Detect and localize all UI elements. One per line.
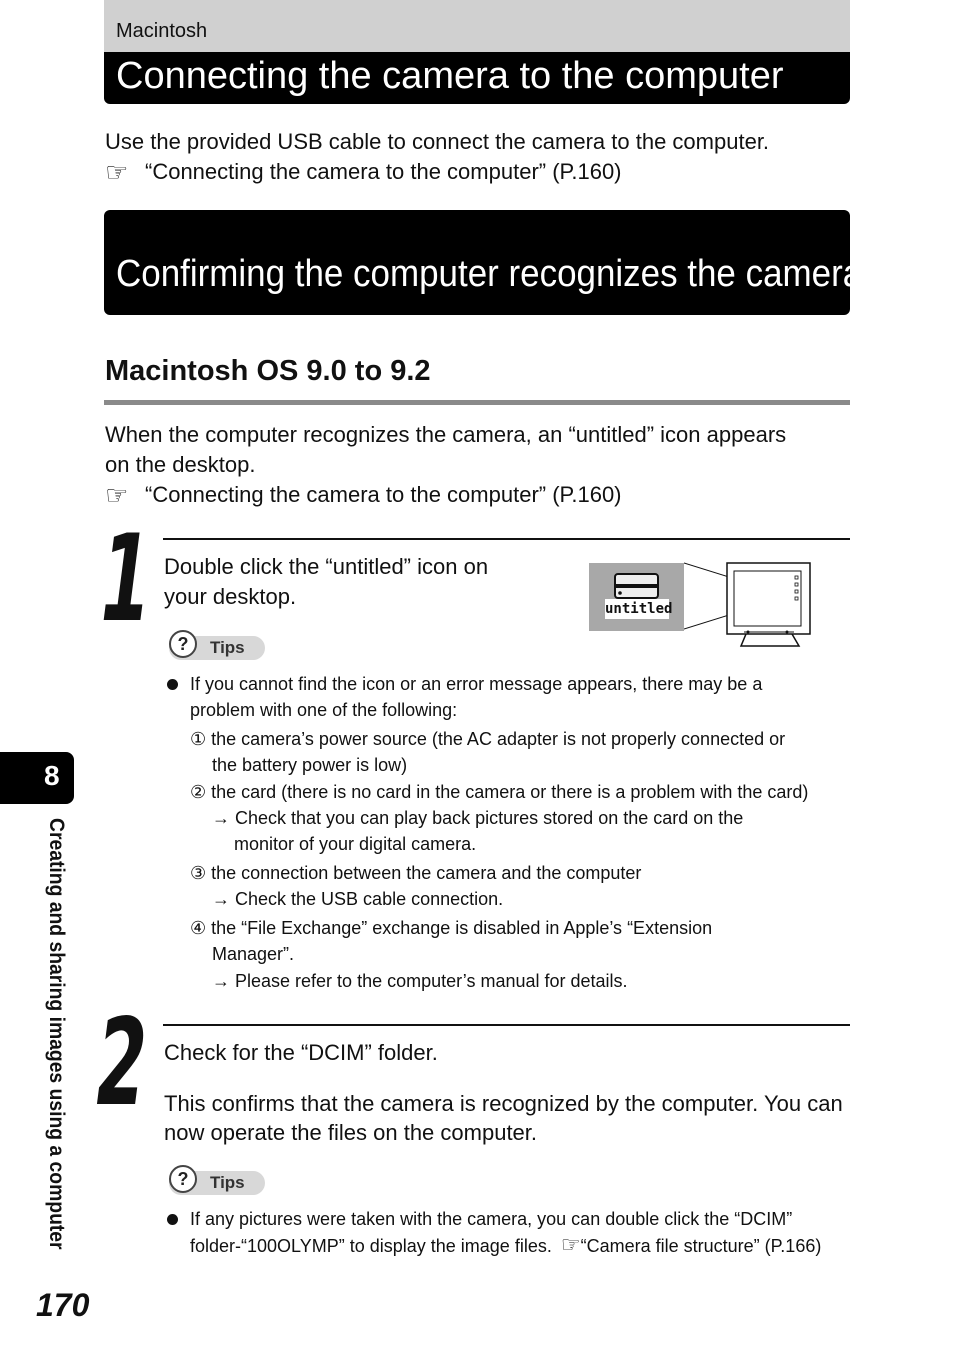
tips-label: Tips xyxy=(210,638,245,657)
chapter-title: Creating and sharing images using a computer xyxy=(45,818,68,1250)
tip-item-2-action-1: → Check that you can play back pictures stored on the card on the xyxy=(212,808,744,828)
pointing-hand-icon: ☞ xyxy=(105,157,129,187)
chapter-tab xyxy=(0,752,74,804)
page-title: Connecting the camera to the computer xyxy=(116,55,784,97)
header-category-bar xyxy=(104,0,850,52)
tip-2-bullet-text: folder-“100OLYMP” to display the image files. xyxy=(190,1236,552,1256)
tip-item-3-line-1: ③ the connection between the camera and the computer xyxy=(190,863,642,883)
subsection-reference-text: “Connecting the camera to the computer” (P.160) xyxy=(145,482,622,507)
step-2-text-2: now operate the files on the computer. xyxy=(164,1120,538,1145)
section-title: Confirming the computer recognizes the camera xyxy=(116,253,863,295)
tip-2-bullet-reference: “Camera file structure” (P.166) xyxy=(580,1236,822,1256)
untitled-disk-icon[interactable] xyxy=(589,563,684,631)
bullet-icon xyxy=(167,679,178,690)
pointing-hand-icon: ☞ xyxy=(105,480,129,510)
tip-2-bullet-line-1: If any pictures were taken with the camera, you can double click the “DCIM” xyxy=(190,1209,793,1229)
tip-item-4-action-1: → Please refer to the computer’s manual for details. xyxy=(212,971,628,991)
tip-item-1-line-1: ① the camera’s power source (the AC adapter is not properly connected or xyxy=(190,729,786,749)
step-2-instruction: Check for the “DCIM” folder. xyxy=(164,1040,438,1065)
step-1-number: 1 xyxy=(91,510,160,649)
subsection-divider xyxy=(104,400,850,405)
step-2-divider xyxy=(163,1024,850,1026)
tip-bullet-line-2: problem with one of the following: xyxy=(190,700,458,720)
step-1-instruction-1: Double click the “untitled” icon on xyxy=(164,554,489,579)
step-1-divider xyxy=(163,538,850,540)
subsection-reference xyxy=(105,480,622,510)
tip-item-2-action-2: monitor of your digital camera. xyxy=(234,834,477,854)
tip-item-1-line-2: the battery power is low) xyxy=(212,755,408,775)
disk-icon xyxy=(589,563,684,631)
step-1-instruction-2: your desktop. xyxy=(164,584,297,609)
chapter-number: 8 xyxy=(44,760,60,791)
header-category: Macintosh xyxy=(116,20,208,42)
step-2-text-1: This confirms that the camera is recognized by the computer. You can xyxy=(164,1091,843,1116)
tip-item-4-line-2: Manager”. xyxy=(212,944,295,964)
tips-label: Tips xyxy=(210,1173,245,1192)
page-number: 170 xyxy=(36,1287,90,1323)
tip-bullet-line-1: If you cannot find the icon or an error message appears, there may be a xyxy=(190,674,763,694)
tip-item-2-line-1: ② the card (there is no card in the camera or there is a problem with the card) xyxy=(190,782,809,802)
subsection-text-1: When the computer recognizes the camera, an “untitled” icon appears xyxy=(105,422,787,447)
tip-2-bullet-line-2 xyxy=(190,1232,821,1259)
question-mark-icon: ? xyxy=(169,1165,197,1193)
subsection-title: Macintosh OS 9.0 to 9.2 xyxy=(105,355,431,387)
monitor-illustration xyxy=(684,560,814,650)
subsection-text-2: on the desktop. xyxy=(105,452,256,477)
question-mark-icon: ? xyxy=(169,630,197,658)
intro-text: Use the provided USB cable to connect the camera to the computer. xyxy=(105,129,770,154)
pointing-hand-icon: ☞ xyxy=(560,1232,581,1257)
bullet-icon xyxy=(167,1214,178,1225)
intro-reference-text: “Connecting the camera to the computer” (P.160) xyxy=(145,159,622,184)
untitled-icon-label: untitled xyxy=(605,601,673,617)
tip-item-3-action-1: → Check the USB cable connection. xyxy=(212,889,504,909)
intro-reference xyxy=(105,157,622,187)
step-2-number: 2 xyxy=(87,994,156,1133)
tip-item-4-line-1: ④ the “File Exchange” exchange is disabled in Apple’s “Extension xyxy=(190,918,713,938)
